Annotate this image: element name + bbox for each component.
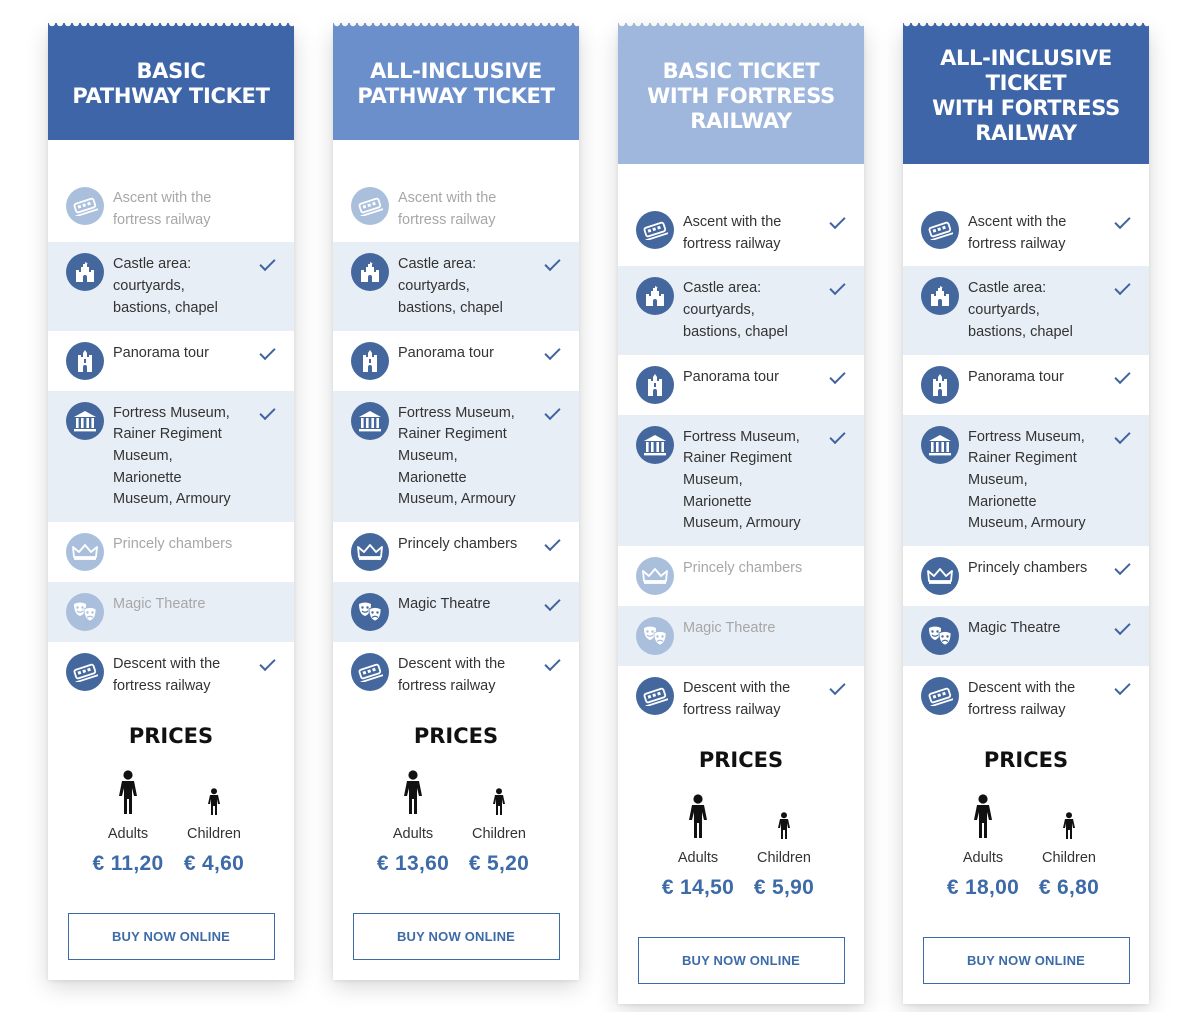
- feature-label: Panorama tour: [683, 368, 779, 385]
- prices-row: [618, 790, 864, 900]
- adult-price: € 13,60: [376, 852, 450, 876]
- railway-icon: [66, 187, 104, 225]
- buy-now-online-button[interactable]: BUY NOW ONLINE: [68, 913, 275, 960]
- adults-label: Adults: [392, 826, 434, 843]
- feature-label: Descent with the fortress railway: [113, 656, 221, 694]
- prices-heading: PRICES: [983, 748, 1069, 773]
- feature-label: Princely chambers: [398, 536, 518, 553]
- feature-label: Magic Theatre: [398, 596, 491, 613]
- buy-now-online-button[interactable]: BUY NOW ONLINE: [638, 937, 845, 984]
- checkmark-icon: [1114, 679, 1130, 695]
- checkmark-icon: [544, 255, 560, 271]
- feature-row: [903, 415, 1149, 547]
- card-footer-spacer: [903, 984, 1149, 1004]
- ticket-card: [333, 28, 579, 980]
- feature-row: [903, 355, 1149, 415]
- checkmark-icon: [544, 595, 560, 611]
- crown-icon: [66, 533, 104, 571]
- checkmark-icon: [1114, 427, 1130, 443]
- museum-icon: [921, 426, 959, 464]
- feature-row: [618, 546, 864, 606]
- adult-price: € 11,20: [92, 852, 164, 876]
- tower-icon: [66, 342, 104, 380]
- adult-price-column: [85, 766, 171, 876]
- tower-icon: [351, 342, 389, 380]
- card-header: [333, 28, 579, 140]
- feature-label: Magic Theatre: [683, 620, 776, 637]
- card-header: [48, 28, 294, 140]
- ticket-card: [903, 28, 1149, 1004]
- feature-row: [618, 200, 864, 266]
- prices-row: [48, 766, 294, 876]
- castle-icon: [921, 277, 959, 315]
- museum-icon: [351, 402, 389, 440]
- feature-label: Ascent with the fortress railway: [683, 214, 782, 252]
- feature-label: Ascent with the fortress railway: [398, 190, 497, 228]
- card-title: BASIC PATHWAY TICKET: [72, 59, 270, 108]
- adult-figure-icon: [655, 790, 741, 840]
- feature-row: [48, 242, 294, 330]
- castle-icon: [66, 253, 104, 291]
- card-footer-spacer: [48, 960, 294, 980]
- feature-row: [903, 546, 1149, 606]
- checkmark-icon: [259, 255, 275, 271]
- child-price: € 5,90: [753, 876, 815, 900]
- prices-row: [333, 766, 579, 876]
- feature-label: Castle area: courtyards, bastions, chapel: [683, 280, 788, 340]
- adults-label: Adults: [962, 850, 1004, 867]
- checkmark-icon: [1114, 619, 1130, 635]
- theatre-masks-icon: [351, 593, 389, 631]
- tower-icon: [921, 366, 959, 404]
- checkmark-icon: [544, 343, 560, 359]
- card-footer-spacer: [333, 960, 579, 980]
- feature-row: [333, 242, 579, 330]
- feature-row: [333, 176, 579, 242]
- feature-row: [48, 391, 294, 523]
- feature-label: Fortress Museum, Rainer Regiment Museum, Marionette Museum, Armoury: [398, 404, 516, 508]
- children-label: Children: [1042, 850, 1096, 867]
- railway-icon: [921, 211, 959, 249]
- crown-icon: [921, 557, 959, 595]
- prices-row: [903, 790, 1149, 900]
- railway-icon: [351, 187, 389, 225]
- feature-label: Castle area: courtyards, bastions, chapel: [113, 256, 218, 316]
- feature-label: Princely chambers: [683, 560, 803, 577]
- museum-icon: [636, 426, 674, 464]
- adult-price: € 14,50: [661, 876, 735, 900]
- prices-heading: PRICES: [413, 724, 499, 749]
- child-figure-icon: [171, 766, 257, 816]
- feature-label: Panorama tour: [968, 368, 1064, 385]
- feature-row: [903, 266, 1149, 354]
- feature-label: Magic Theatre: [968, 620, 1061, 637]
- feature-row: [48, 642, 294, 708]
- feature-label: Descent with the fortress railway: [398, 656, 506, 694]
- checkmark-icon: [829, 427, 845, 443]
- checkmark-icon: [259, 655, 275, 671]
- feature-row: [48, 331, 294, 391]
- checkmark-icon: [259, 343, 275, 359]
- feature-label: Princely chambers: [968, 560, 1088, 577]
- card-header: [903, 28, 1149, 164]
- theatre-masks-icon: [636, 617, 674, 655]
- feature-label: Descent with the fortress railway: [968, 680, 1076, 718]
- feature-list: [48, 176, 294, 708]
- railway-icon: [351, 653, 389, 691]
- railway-icon: [636, 677, 674, 715]
- prices-heading: PRICES: [698, 748, 784, 773]
- children-label: Children: [472, 826, 526, 843]
- adult-price: € 18,00: [946, 876, 1020, 900]
- feature-row: [618, 415, 864, 547]
- checkmark-icon: [544, 655, 560, 671]
- children-label: Children: [757, 850, 811, 867]
- feature-label: Magic Theatre: [113, 596, 206, 613]
- child-figure-icon: [1026, 790, 1112, 840]
- adults-label: Adults: [107, 826, 149, 843]
- feature-label: Ascent with the fortress railway: [968, 214, 1067, 252]
- crown-icon: [636, 557, 674, 595]
- child-price-column: [456, 766, 542, 876]
- ticket-card: [618, 28, 864, 1004]
- feature-row: [333, 642, 579, 708]
- feature-row: [618, 355, 864, 415]
- checkmark-icon: [829, 367, 845, 383]
- checkmark-icon: [829, 279, 845, 295]
- feature-label: Ascent with the fortress railway: [113, 190, 212, 228]
- feature-row: [903, 606, 1149, 666]
- child-price-column: [171, 766, 257, 876]
- feature-row: [618, 266, 864, 354]
- feature-row: [903, 200, 1149, 266]
- feature-label: Fortress Museum, Rainer Regiment Museum, Marionette Museum, Armoury: [683, 428, 801, 532]
- theatre-masks-icon: [66, 593, 104, 631]
- feature-row: [48, 522, 294, 582]
- castle-icon: [351, 253, 389, 291]
- checkmark-icon: [829, 679, 845, 695]
- child-price: € 4,60: [183, 852, 245, 876]
- child-figure-icon: [456, 766, 542, 816]
- crown-icon: [351, 533, 389, 571]
- railway-icon: [66, 653, 104, 691]
- child-price-column: [741, 790, 827, 900]
- checkmark-icon: [259, 403, 275, 419]
- checkmark-icon: [1114, 279, 1130, 295]
- adult-price-column: [940, 790, 1026, 900]
- feature-row: [333, 331, 579, 391]
- buy-now-online-button[interactable]: BUY NOW ONLINE: [353, 913, 560, 960]
- card-title: BASIC TICKET WITH FORTRESS RAILWAY: [647, 58, 835, 133]
- feature-label: Fortress Museum, Rainer Regiment Museum, Marionette Museum, Armoury: [968, 428, 1086, 532]
- adult-figure-icon: [940, 790, 1026, 840]
- feature-label: Panorama tour: [113, 344, 209, 361]
- adult-price-column: [370, 766, 456, 876]
- adult-figure-icon: [370, 766, 456, 816]
- feature-label: Descent with the fortress railway: [683, 680, 791, 718]
- checkmark-icon: [1114, 367, 1130, 383]
- feature-row: [48, 582, 294, 642]
- ticket-card: [48, 28, 294, 980]
- adult-price-column: [655, 790, 741, 900]
- feature-row: [903, 666, 1149, 732]
- checkmark-icon: [544, 403, 560, 419]
- railway-icon: [921, 677, 959, 715]
- adult-figure-icon: [85, 766, 171, 816]
- feature-list: [333, 176, 579, 708]
- tower-icon: [636, 366, 674, 404]
- castle-icon: [636, 277, 674, 315]
- feature-label: Castle area: courtyards, bastions, chapel: [398, 256, 503, 316]
- museum-icon: [66, 402, 104, 440]
- buy-now-online-button[interactable]: BUY NOW ONLINE: [923, 937, 1130, 984]
- child-price: € 6,80: [1038, 876, 1100, 900]
- child-price-column: [1026, 790, 1112, 900]
- card-header: [618, 28, 864, 164]
- feature-row: [333, 582, 579, 642]
- checkmark-icon: [1114, 213, 1130, 229]
- card-title: ALL-INCLUSIVE PATHWAY TICKET: [357, 59, 555, 108]
- card-footer-spacer: [618, 984, 864, 1004]
- card-title: ALL-INCLUSIVE TICKET WITH FORTRESS RAILWAY: [932, 46, 1120, 145]
- feature-label: Castle area: courtyards, bastions, chapel: [968, 280, 1073, 340]
- children-label: Children: [187, 826, 241, 843]
- adults-label: Adults: [677, 850, 719, 867]
- checkmark-icon: [1114, 559, 1130, 575]
- feature-row: [48, 176, 294, 242]
- checkmark-icon: [829, 213, 845, 229]
- theatre-masks-icon: [921, 617, 959, 655]
- checkmark-icon: [544, 535, 560, 551]
- child-figure-icon: [741, 790, 827, 840]
- feature-row: [333, 391, 579, 523]
- child-price: € 5,20: [468, 852, 530, 876]
- railway-icon: [636, 211, 674, 249]
- feature-label: Panorama tour: [398, 344, 494, 361]
- feature-label: Princely chambers: [113, 536, 233, 553]
- feature-list: [618, 200, 864, 732]
- feature-row: [618, 666, 864, 732]
- prices-heading: PRICES: [128, 724, 214, 749]
- feature-list: [903, 200, 1149, 732]
- feature-row: [333, 522, 579, 582]
- feature-label: Fortress Museum, Rainer Regiment Museum, Marionette Museum, Armoury: [113, 404, 231, 508]
- feature-row: [618, 606, 864, 666]
